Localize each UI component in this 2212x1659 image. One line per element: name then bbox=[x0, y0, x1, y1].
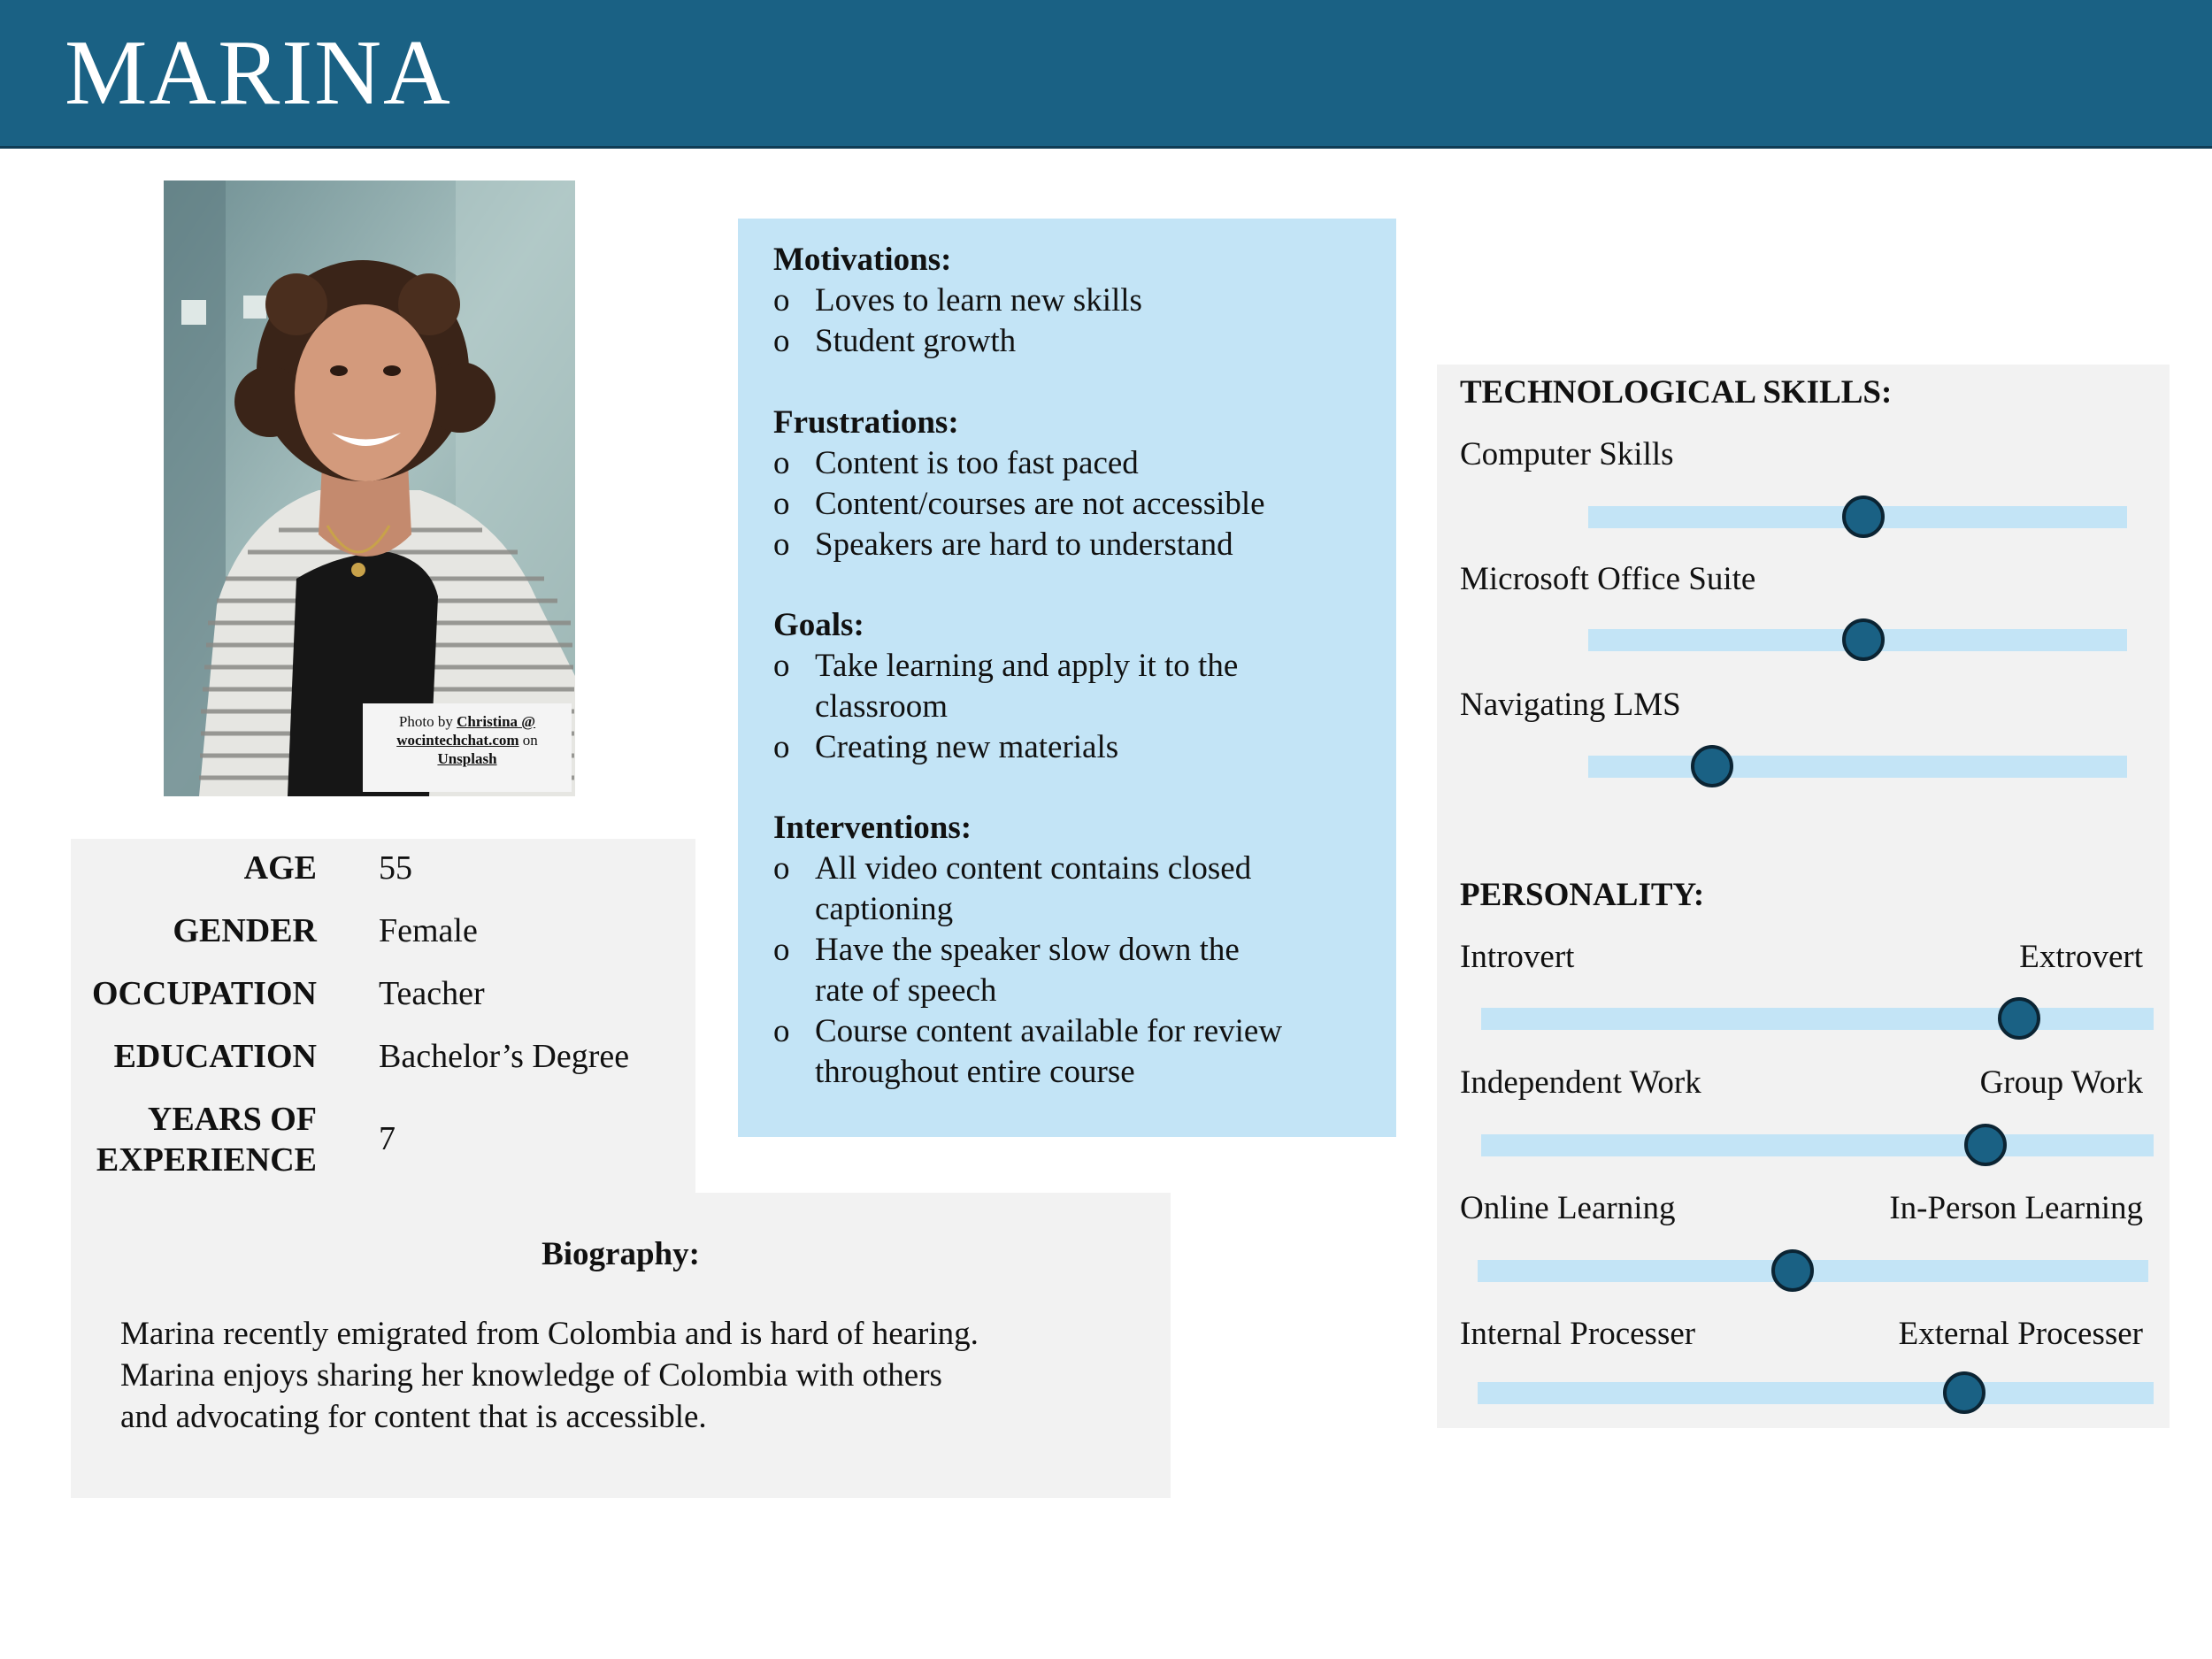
skill-knob[interactable] bbox=[1691, 745, 1733, 787]
trait-track bbox=[1478, 1382, 2154, 1404]
bullet-icon: o bbox=[773, 282, 790, 319]
trait-track bbox=[1481, 1134, 2154, 1156]
info-label: EXPERIENCE bbox=[96, 1141, 317, 1179]
goals-title: Goals: bbox=[773, 607, 864, 643]
info-label: OCCUPATION bbox=[91, 975, 317, 1012]
interventions-section bbox=[773, 808, 1384, 1093]
trait-knob[interactable] bbox=[1771, 1249, 1814, 1292]
trait-track bbox=[1481, 1008, 2154, 1030]
trait-right-label: Extrovert bbox=[2019, 939, 2143, 975]
info-value: Female bbox=[379, 912, 478, 949]
skill-label: Navigating LMS bbox=[1460, 687, 1681, 723]
biography-title: Biography: bbox=[541, 1236, 700, 1272]
list-item: o Content is too fast paced bbox=[773, 443, 1384, 484]
list-item: o Have the speaker slow down the rate of speech bbox=[773, 932, 1240, 1009]
credit-platform-link[interactable]: Unsplash bbox=[437, 750, 497, 767]
trait-left-label: Online Learning bbox=[1460, 1190, 1676, 1226]
info-label: EDUCATION bbox=[113, 1038, 317, 1075]
interventions-title: Interventions: bbox=[773, 810, 972, 846]
skill-track bbox=[1588, 756, 2127, 778]
bullet-icon: o bbox=[773, 526, 790, 563]
credit-prefix: Photo by bbox=[398, 713, 457, 730]
trait-right-label: External Processer bbox=[1898, 1316, 2143, 1352]
bullet-icon: o bbox=[773, 850, 790, 887]
frustrations-section bbox=[773, 403, 1384, 565]
trait-right-label: In-Person Learning bbox=[1889, 1190, 2143, 1226]
biography-line: Marina enjoys sharing her knowledge of Colombia with others bbox=[120, 1357, 942, 1394]
list-item: o Student growth bbox=[773, 321, 1384, 362]
trait-right-label: Group Work bbox=[1979, 1064, 2143, 1101]
motivations-title: Motivations: bbox=[773, 242, 952, 278]
list-item: o Content/courses are not accessible bbox=[773, 484, 1384, 525]
bullet-icon: o bbox=[773, 486, 790, 522]
biography-line: Marina recently emigrated from Colombia and is hard of hearing. bbox=[120, 1316, 979, 1352]
bullet-icon: o bbox=[773, 1013, 790, 1049]
bullet-icon: o bbox=[773, 445, 790, 481]
motivations-section bbox=[773, 240, 1384, 362]
info-label: YEARS OF bbox=[147, 1101, 317, 1138]
frustrations-title: Frustrations: bbox=[773, 404, 959, 441]
skills-panel bbox=[1437, 365, 2170, 1428]
biography-text bbox=[120, 1313, 1138, 1438]
persona-name: MARINA bbox=[65, 20, 452, 124]
personality-title: PERSONALITY: bbox=[1460, 877, 1705, 913]
info-value: 7 bbox=[379, 1120, 396, 1157]
bullet-icon: o bbox=[773, 932, 790, 968]
biography-panel bbox=[71, 1193, 1171, 1498]
skill-label: Microsoft Office Suite bbox=[1460, 561, 1756, 597]
photo-credit bbox=[363, 703, 572, 792]
credit-author-link[interactable]: Christina @ bbox=[457, 713, 536, 730]
credit-site-link[interactable]: wocintechchat.com bbox=[396, 732, 519, 749]
trait-left-label: Independent Work bbox=[1460, 1064, 1701, 1101]
skill-label: Computer Skills bbox=[1460, 436, 1674, 472]
list-item: o Course content available for review throughout entire course bbox=[773, 1013, 1283, 1090]
biography-line: and advocating for content that is accessible. bbox=[120, 1399, 707, 1435]
trait-knob[interactable] bbox=[1998, 997, 2040, 1040]
trait-left-label: Introvert bbox=[1460, 939, 1575, 975]
bullet-icon: o bbox=[773, 729, 790, 765]
tech-skills-title: TECHNOLOGICAL SKILLS: bbox=[1460, 374, 1893, 411]
trait-left-label: Internal Processer bbox=[1460, 1316, 1696, 1352]
bullet-icon: o bbox=[773, 323, 790, 359]
list-item: o Speakers are hard to understand bbox=[773, 525, 1384, 565]
header-bar bbox=[0, 0, 2212, 149]
info-value: Teacher bbox=[379, 975, 485, 1012]
list-item: o Creating new materials bbox=[773, 727, 1384, 768]
info-label: GENDER bbox=[173, 912, 317, 949]
info-value: 55 bbox=[379, 849, 412, 887]
goals-section bbox=[773, 605, 1384, 768]
trait-knob[interactable] bbox=[1964, 1124, 2007, 1166]
skill-knob[interactable] bbox=[1842, 495, 1885, 538]
bullet-icon: o bbox=[773, 648, 790, 684]
skill-knob[interactable] bbox=[1842, 618, 1885, 661]
list-item: o Take learning and apply it to the classroom bbox=[773, 648, 1239, 725]
list-item: o Loves to learn new skills bbox=[773, 280, 1384, 321]
credit-on: on bbox=[518, 732, 538, 749]
list-item: o All video content contains closed captioning bbox=[773, 850, 1252, 927]
needs-panel bbox=[738, 219, 1396, 1137]
demographics-table bbox=[71, 839, 695, 1197]
trait-knob[interactable] bbox=[1943, 1371, 1985, 1414]
info-label: AGE bbox=[243, 849, 317, 887]
info-value: Bachelor’s Degree bbox=[379, 1038, 630, 1075]
